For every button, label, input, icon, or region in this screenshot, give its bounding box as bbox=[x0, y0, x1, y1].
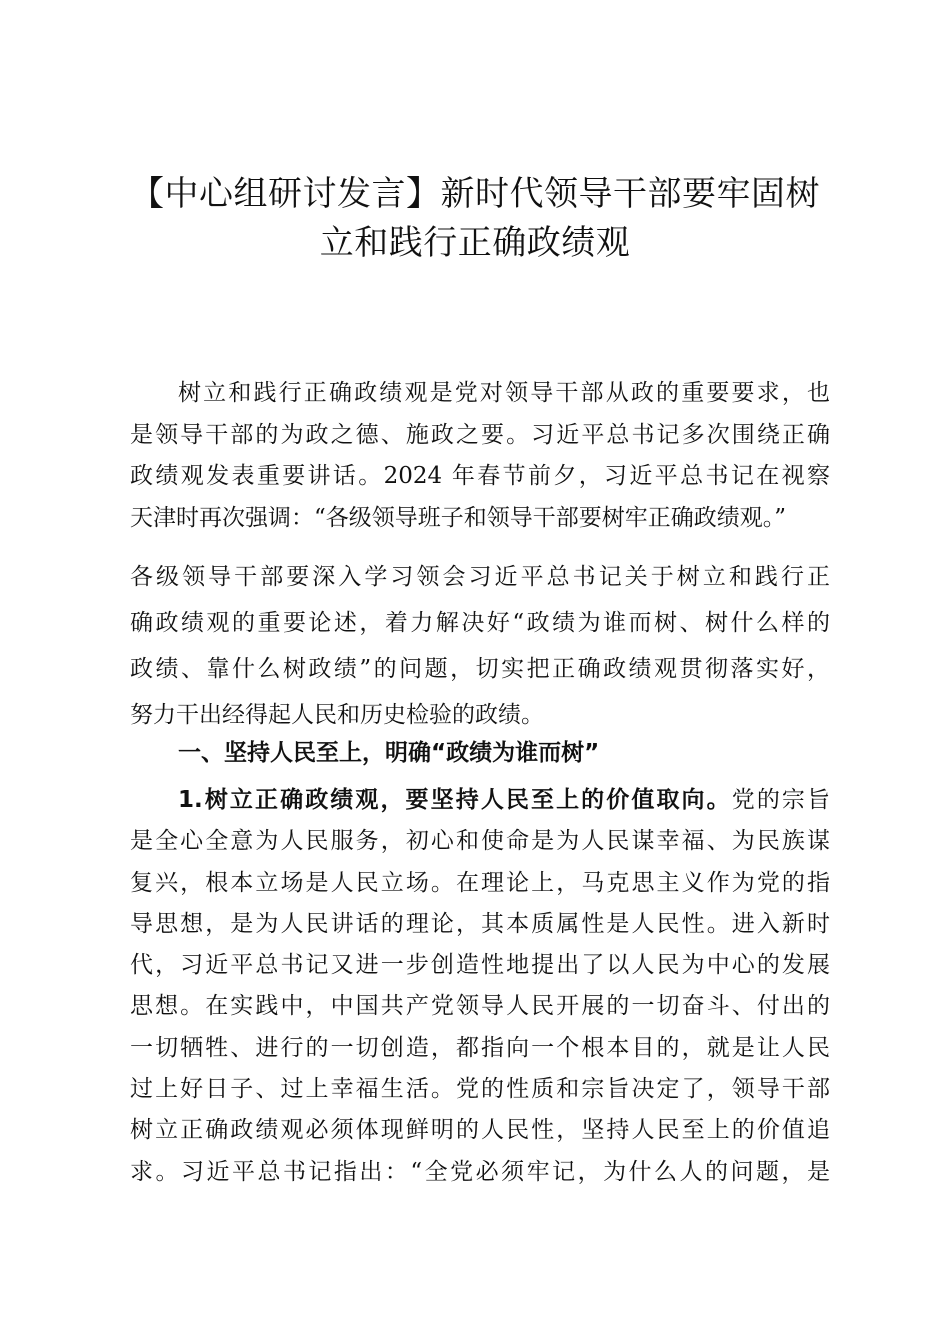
text-line: 代，习近平总书记又进一步创造性地提出了以人民为中心的发展 bbox=[130, 952, 830, 979]
text-line: 求。习近平总书记指出：“全党必须牢记，为什么人的问题，是 bbox=[130, 1158, 830, 1185]
text-line: 复兴，根本立场是人民立场。在理论上，马克思主义作为党的指 bbox=[130, 869, 830, 896]
text-line: 一切牺牲、进行的一切创造，都指向一个根本目的，就是让人民 bbox=[130, 1034, 830, 1061]
title-line-2: 立和践行正确政绩观 bbox=[319, 223, 631, 263]
text-line: 思想。在实践中，中国共产党领导人民开展的一切奋斗、付出的 bbox=[130, 993, 830, 1020]
subheading-lead: 1.树立正确政绩观，要坚持人民至上的价值取向。 bbox=[178, 787, 732, 813]
text-line: 各级领导干部要深入学习领会习近平总书记关于树立和践行正 bbox=[130, 564, 830, 590]
text-line: 是领导干部的为政之德、施政之要。习近平总书记多次围绕正确 bbox=[130, 421, 830, 448]
text-line: 政绩、靠什么树政绩”的问题，切实把正确政绩观贯彻落实好， bbox=[130, 656, 830, 682]
intro-paragraph bbox=[130, 373, 830, 539]
second-paragraph bbox=[130, 554, 830, 738]
document-title bbox=[100, 170, 850, 268]
text-line: 过上好日子、过上幸福生活。党的性质和宗旨决定了，领导干部 bbox=[130, 1076, 830, 1103]
text-line: 天津时再次强调：“各级领导班子和领导干部要树牢正确政绩观。” bbox=[130, 504, 787, 531]
text-line: 努力干出经得起人民和历史检验的政绩。 bbox=[130, 702, 544, 728]
text-line: 导思想，是为人民讲话的理论，其本质属性是人民性。进入新时 bbox=[130, 910, 830, 937]
text-line: 树立和践行正确政绩观是党对领导干部从政的重要要求，也 bbox=[178, 380, 830, 406]
lead-line-rest: 党的宗旨 bbox=[731, 787, 831, 813]
text-line bbox=[130, 780, 830, 821]
section-1-paragraph bbox=[130, 780, 830, 1193]
text-line: 树立正确政绩观必须体现鲜明的人民性，坚持人民至上的价值追 bbox=[130, 1117, 830, 1144]
section-heading-1: 一、坚持人民至上，明确“政绩为谁而树” bbox=[178, 740, 600, 766]
text-line: 政绩观发表重要讲话。2024 年春节前夕，习近平总书记在视察 bbox=[130, 463, 830, 489]
text-line: 是全心全意为人民服务，初心和使命是为人民谋幸福、为民族谋 bbox=[130, 828, 830, 855]
title-line-1: 【中心组研讨发言】新时代领导干部要牢固树 bbox=[130, 174, 820, 214]
text-line: 确政绩观的重要论述，着力解决好“政绩为谁而树、树什么样的 bbox=[130, 610, 830, 636]
